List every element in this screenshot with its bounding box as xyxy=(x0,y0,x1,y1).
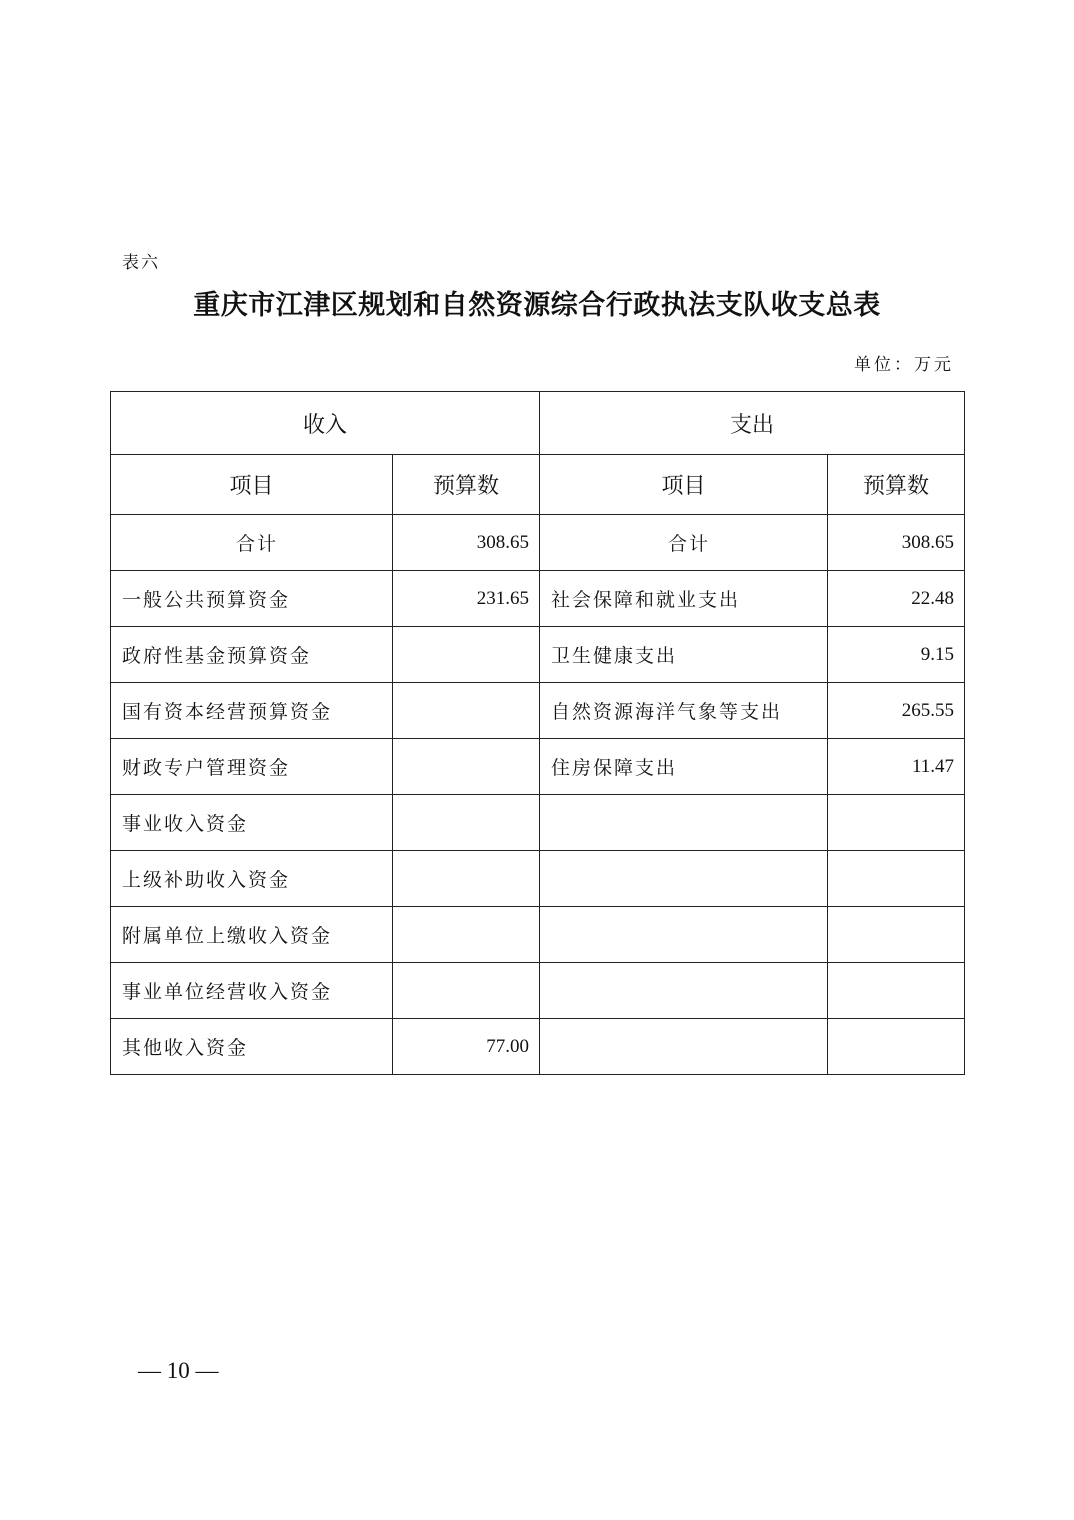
income-item: 附属单位上缴收入资金 xyxy=(111,907,393,963)
expense-value xyxy=(828,795,965,851)
document-title: 重庆市江津区规划和自然资源综合行政执法支队收支总表 xyxy=(193,290,881,321)
expense-value xyxy=(828,851,965,907)
expense-item xyxy=(540,795,828,851)
expense-budget-column-header: 预算数 xyxy=(828,455,965,515)
income-value xyxy=(393,683,540,739)
income-item: 政府性基金预算资金 xyxy=(111,627,393,683)
expense-item: 社会保障和就业支出 xyxy=(540,571,828,627)
income-item-column-header: 项目 xyxy=(111,455,393,515)
income-item: 国有资本经营预算资金 xyxy=(111,683,393,739)
expense-item xyxy=(540,1019,828,1075)
expense-value: 22.48 xyxy=(828,571,965,627)
table-row xyxy=(111,739,965,795)
table-row xyxy=(111,963,965,1019)
income-item: 财政专户管理资金 xyxy=(111,739,393,795)
income-item: 其他收入资金 xyxy=(111,1019,393,1075)
column-header-row xyxy=(111,455,965,515)
table-label: 表六 xyxy=(122,253,160,273)
expense-item: 自然资源海洋气象等支出 xyxy=(540,683,828,739)
expense-item xyxy=(540,851,828,907)
table-row xyxy=(111,851,965,907)
expense-item: 卫生健康支出 xyxy=(540,627,828,683)
table-row xyxy=(111,795,965,851)
income-value xyxy=(393,739,540,795)
income-item: 一般公共预算资金 xyxy=(111,571,393,627)
income-item: 合计 xyxy=(111,515,393,571)
expense-header: 支出 xyxy=(540,392,965,455)
unit-label: 单位：万元 xyxy=(854,355,954,375)
table-row xyxy=(111,627,965,683)
table-row-total xyxy=(111,515,965,571)
expense-value: 308.65 xyxy=(828,515,965,571)
section-header-row xyxy=(111,392,965,455)
income-value: 77.00 xyxy=(393,1019,540,1075)
income-header: 收入 xyxy=(111,392,540,455)
income-value xyxy=(393,627,540,683)
income-item: 事业收入资金 xyxy=(111,795,393,851)
income-budget-column-header: 预算数 xyxy=(393,455,540,515)
page-number: — 10 — xyxy=(138,1358,219,1383)
income-item: 事业单位经营收入资金 xyxy=(111,963,393,1019)
income-value: 308.65 xyxy=(393,515,540,571)
expense-value: 9.15 xyxy=(828,627,965,683)
expense-value xyxy=(828,963,965,1019)
table-row xyxy=(111,571,965,627)
income-value xyxy=(393,907,540,963)
expense-value xyxy=(828,907,965,963)
expense-value: 265.55 xyxy=(828,683,965,739)
table-row xyxy=(111,683,965,739)
expense-item xyxy=(540,963,828,1019)
expense-item-column-header: 项目 xyxy=(540,455,828,515)
income-value xyxy=(393,851,540,907)
expense-item: 住房保障支出 xyxy=(540,739,828,795)
budget-summary-table xyxy=(110,391,965,1075)
income-value xyxy=(393,795,540,851)
income-item: 上级补助收入资金 xyxy=(111,851,393,907)
income-value xyxy=(393,963,540,1019)
income-value: 231.65 xyxy=(393,571,540,627)
table-row xyxy=(111,1019,965,1075)
expense-value: 11.47 xyxy=(828,739,965,795)
table-row xyxy=(111,907,965,963)
expense-item: 合计 xyxy=(540,515,828,571)
expense-value xyxy=(828,1019,965,1075)
expense-item xyxy=(540,907,828,963)
